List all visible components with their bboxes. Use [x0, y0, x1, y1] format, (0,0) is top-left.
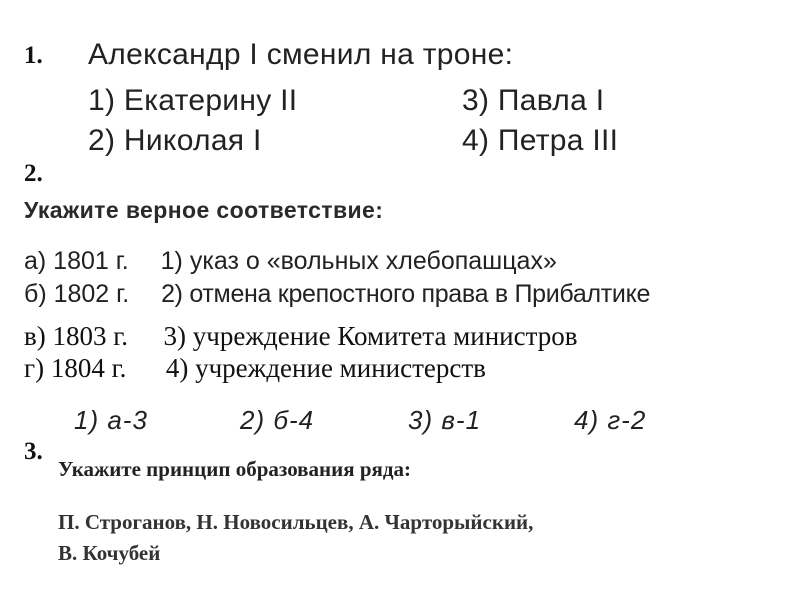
match-row-d — [24, 353, 486, 384]
match-row-c — [24, 321, 577, 352]
question-1-option-4: 4) Петра III — [462, 124, 619, 157]
question-2-number: 2. — [24, 160, 43, 187]
match-year-b: б) 1802 г. — [24, 280, 130, 308]
question-1-text: Александр I сменил на троне: — [88, 38, 514, 71]
question-3-line-1: П. Строганов, Н. Новосильцев, А. Чарторыйский, — [58, 510, 534, 534]
answer-option-1: 1) а-3 — [74, 405, 148, 435]
question-1-option-3: 3) Павла I — [462, 84, 605, 117]
match-year-d: г) 1804 г. — [24, 353, 127, 383]
match-row-a — [24, 247, 557, 276]
match-year-c: в) 1803 г. — [24, 321, 129, 351]
answer-option-3: 3) в-1 — [408, 405, 482, 435]
question-1-option-2: 2) Николая I — [88, 124, 262, 157]
question-1-option-1: 1) Екатерину II — [88, 84, 298, 117]
answer-option-2: 2) б-4 — [240, 405, 315, 435]
match-item-4: 4) учреждение министерств — [165, 353, 486, 383]
answer-option-4: 4) г-2 — [574, 405, 647, 435]
question-3-line-2: В. Кочубей — [58, 541, 161, 565]
match-item-3: 3) учреждение Комитета министров — [163, 321, 578, 351]
question-2-title: Укажите верное соответствие: — [24, 197, 384, 223]
match-year-a: а) 1801 г. — [24, 247, 129, 275]
question-3-title: Укажите принцип образования ряда: — [58, 457, 411, 481]
match-row-b — [24, 280, 650, 309]
match-item-2: 2) отмена крепостного права в Прибалтике — [161, 280, 651, 308]
question-1-number: 1. — [24, 42, 43, 69]
match-item-1: 1) указ о «вольных хлебопашцах» — [160, 247, 557, 275]
question-3-number: 3. — [24, 438, 43, 465]
